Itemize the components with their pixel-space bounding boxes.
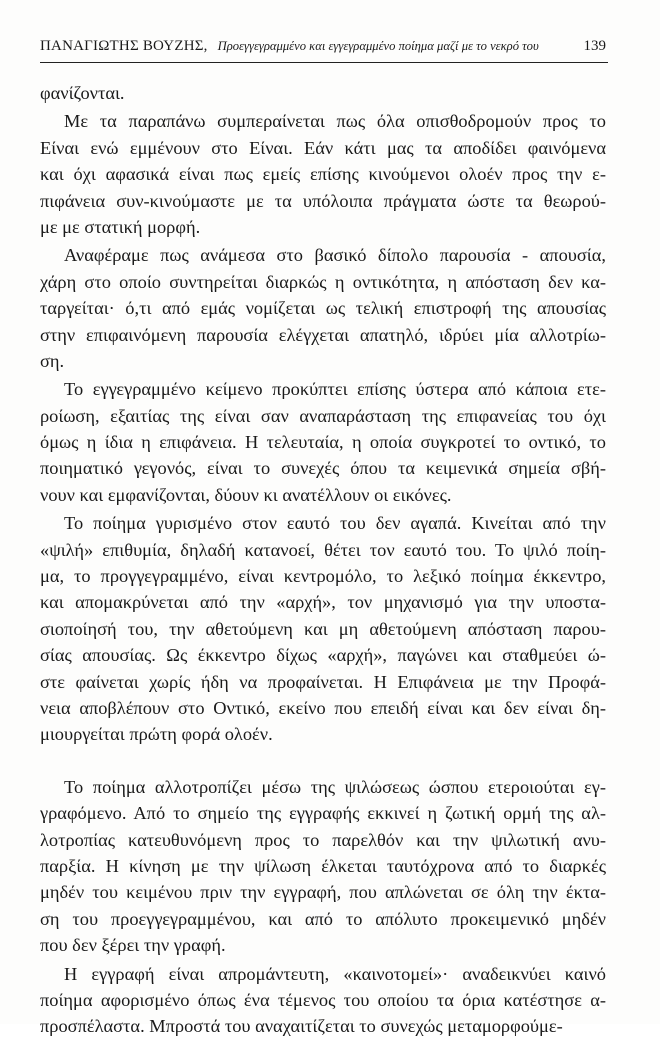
page-number: 139 — [583, 38, 606, 54]
text-line: σιοποίησή του, την αθετούμενη και μη αθετούμενη απόσταση παρου- — [40, 618, 606, 639]
text-line: νεια αποβλέπουν στο Οντικό, εκείνο που επειδή είναι και δεν είναι δη- — [40, 697, 606, 718]
running-header — [40, 38, 606, 60]
header-rule — [40, 62, 608, 63]
paragraph — [40, 376, 606, 508]
header-title: Προεγγεγραμμένο και εγγεγραμμένο ποίημα μαζί με το νεκρό του — [217, 39, 539, 53]
text-line: στε φαίνεται χωρίς ήδη να προφαίνεται. Η Επιφάνεια με την Προφά- — [40, 671, 606, 692]
text-line: ση. — [40, 350, 65, 371]
text-line: Το ποίημα αλλοτροπίζει μέσω της ψιλώσεως ώσπου ετεροιούται εγ- — [64, 776, 606, 797]
text-line: στην επιφαινόμενη παρουσία ελέγχεται απατηλό, ιδρύει μία αλλοτρίω- — [40, 324, 606, 345]
text-line: όμως η ίδια η επιφάνεια. Η τελευταία, η οποία συγκροτεί το οντικό, το — [40, 432, 606, 453]
text-line: ποιηματικό γεγονός, είναι το συνεχές όπου τα κειμενικά σημεία σβή- — [40, 458, 606, 479]
paragraph — [40, 510, 606, 748]
text-line: ροίωση, εξαιτίας της είναι σαν αναπαράσταση της επιφανείας του όχι — [40, 405, 606, 426]
text-line: «ψιλή» επιθυμία, δηλαδή κατανοεί, θέτει τον εαυτό του. Το ψιλό ποίη- — [40, 539, 606, 560]
text-line: Είναι ενώ εμμένουν στο Είναι. Εάν κάτι μας τα αποδίδει φαινόμενα — [40, 137, 606, 158]
text-line: με με στατική μορφή. — [40, 216, 201, 237]
paragraph — [40, 961, 606, 1040]
paragraph — [40, 774, 606, 959]
header-author: ΠΑΝΑΓΙΩΤΗΣ ΒΟΥΖΗΣ, — [40, 38, 208, 54]
text-line: προσπέλαστα. Μπροστά του αναχαιτίζεται το συνεχώς μεταμορφούμε- — [40, 1016, 563, 1037]
text-line: σίας απουσίας. Ως έκκεντρο δίχως «αρχή», παγώνει και σταθμεύει ώ- — [40, 645, 606, 666]
text-line: ποίημα αφορισμένο όπως ένα τέμενος του οποίου τα όρια κατέστησε α- — [40, 989, 606, 1010]
text-line: που δεν ξέρει την γραφή. — [40, 935, 226, 956]
text-line: Αναφέραμε πως ανάμεσα στο βασικό δίπολο παρουσία - απουσία, — [64, 245, 606, 266]
body-text — [40, 80, 606, 1042]
paragraph — [40, 80, 606, 106]
paragraph — [40, 108, 606, 240]
text-line: ση του προεγγεγραμμένου, και από το απόλυτο προκειμενικό μηδέν — [40, 908, 606, 929]
text-line: φανίζονται. — [40, 83, 125, 103]
text-line: Η εγγραφή είναι απρομάντευτη, «καινοτομεί»· αναδεικνύει καινό — [64, 963, 606, 984]
text-line: και όχι αφασικά είναι πως εμείς επίσης κινούμενοι ολοέν προς την ε- — [40, 164, 606, 185]
text-line: λοτροπίας κατευθυνόμενη προς το παρελθόν και την ψιλωτική ανυ- — [40, 829, 606, 850]
paragraph — [40, 242, 606, 374]
text-line: ταργείται· ό,τι από εμάς νομίζεται ως τελική επιστροφή της απουσίας — [40, 298, 606, 319]
text-line: Το εγγεγραμμένο κείμενο προκύπτει επίσης ύστερα από κάποια ετε- — [64, 379, 606, 400]
text-line: χάρη στο οποίο συντηρείται διαρκώς η οντικότητα, η απόσταση δεν κα- — [40, 271, 606, 292]
text-line: Το ποίημα γυρισμένο στον εαυτό του δεν αγαπά. Κινείται από την — [64, 513, 606, 534]
text-line: παρξία. Η κίνηση με την ψίλωση έλκεται ταυτόχρονα από το διαρκές — [40, 855, 606, 876]
text-line: γραφόμενο. Από το σημείο της εγγραφής εκκινεί η ζωτική ορμή της αλ- — [40, 803, 606, 824]
text-line: μιουργείται πρώτη φορά ολοέν. — [40, 724, 273, 745]
text-line: Με τα παραπάνω συμπεραίνεται πως όλα οπισθοδρομούν προς το — [64, 111, 606, 132]
text-line: μα, το προγγεγραμμένο, είναι κεντρομόλο, το λεξικό ποίημα έκκεντρο, — [40, 566, 606, 587]
text-line: νουν και εμφανίζονται, δύουν κι ανατέλλουν οι εικόνες. — [40, 484, 452, 505]
text-line: και απομακρύνεται από την «αρχή», τον μηχανισμό για την υποστα- — [40, 592, 606, 613]
text-line: μηδέν του κειμένου πριν την εγγραφή, που απλώνεται σε όλη την έκτα- — [40, 882, 606, 903]
text-line: πιφάνεια συν-κινούμαστε με τα υπόλοιπα πράγματα ώστε τα θεωρού- — [40, 190, 606, 211]
